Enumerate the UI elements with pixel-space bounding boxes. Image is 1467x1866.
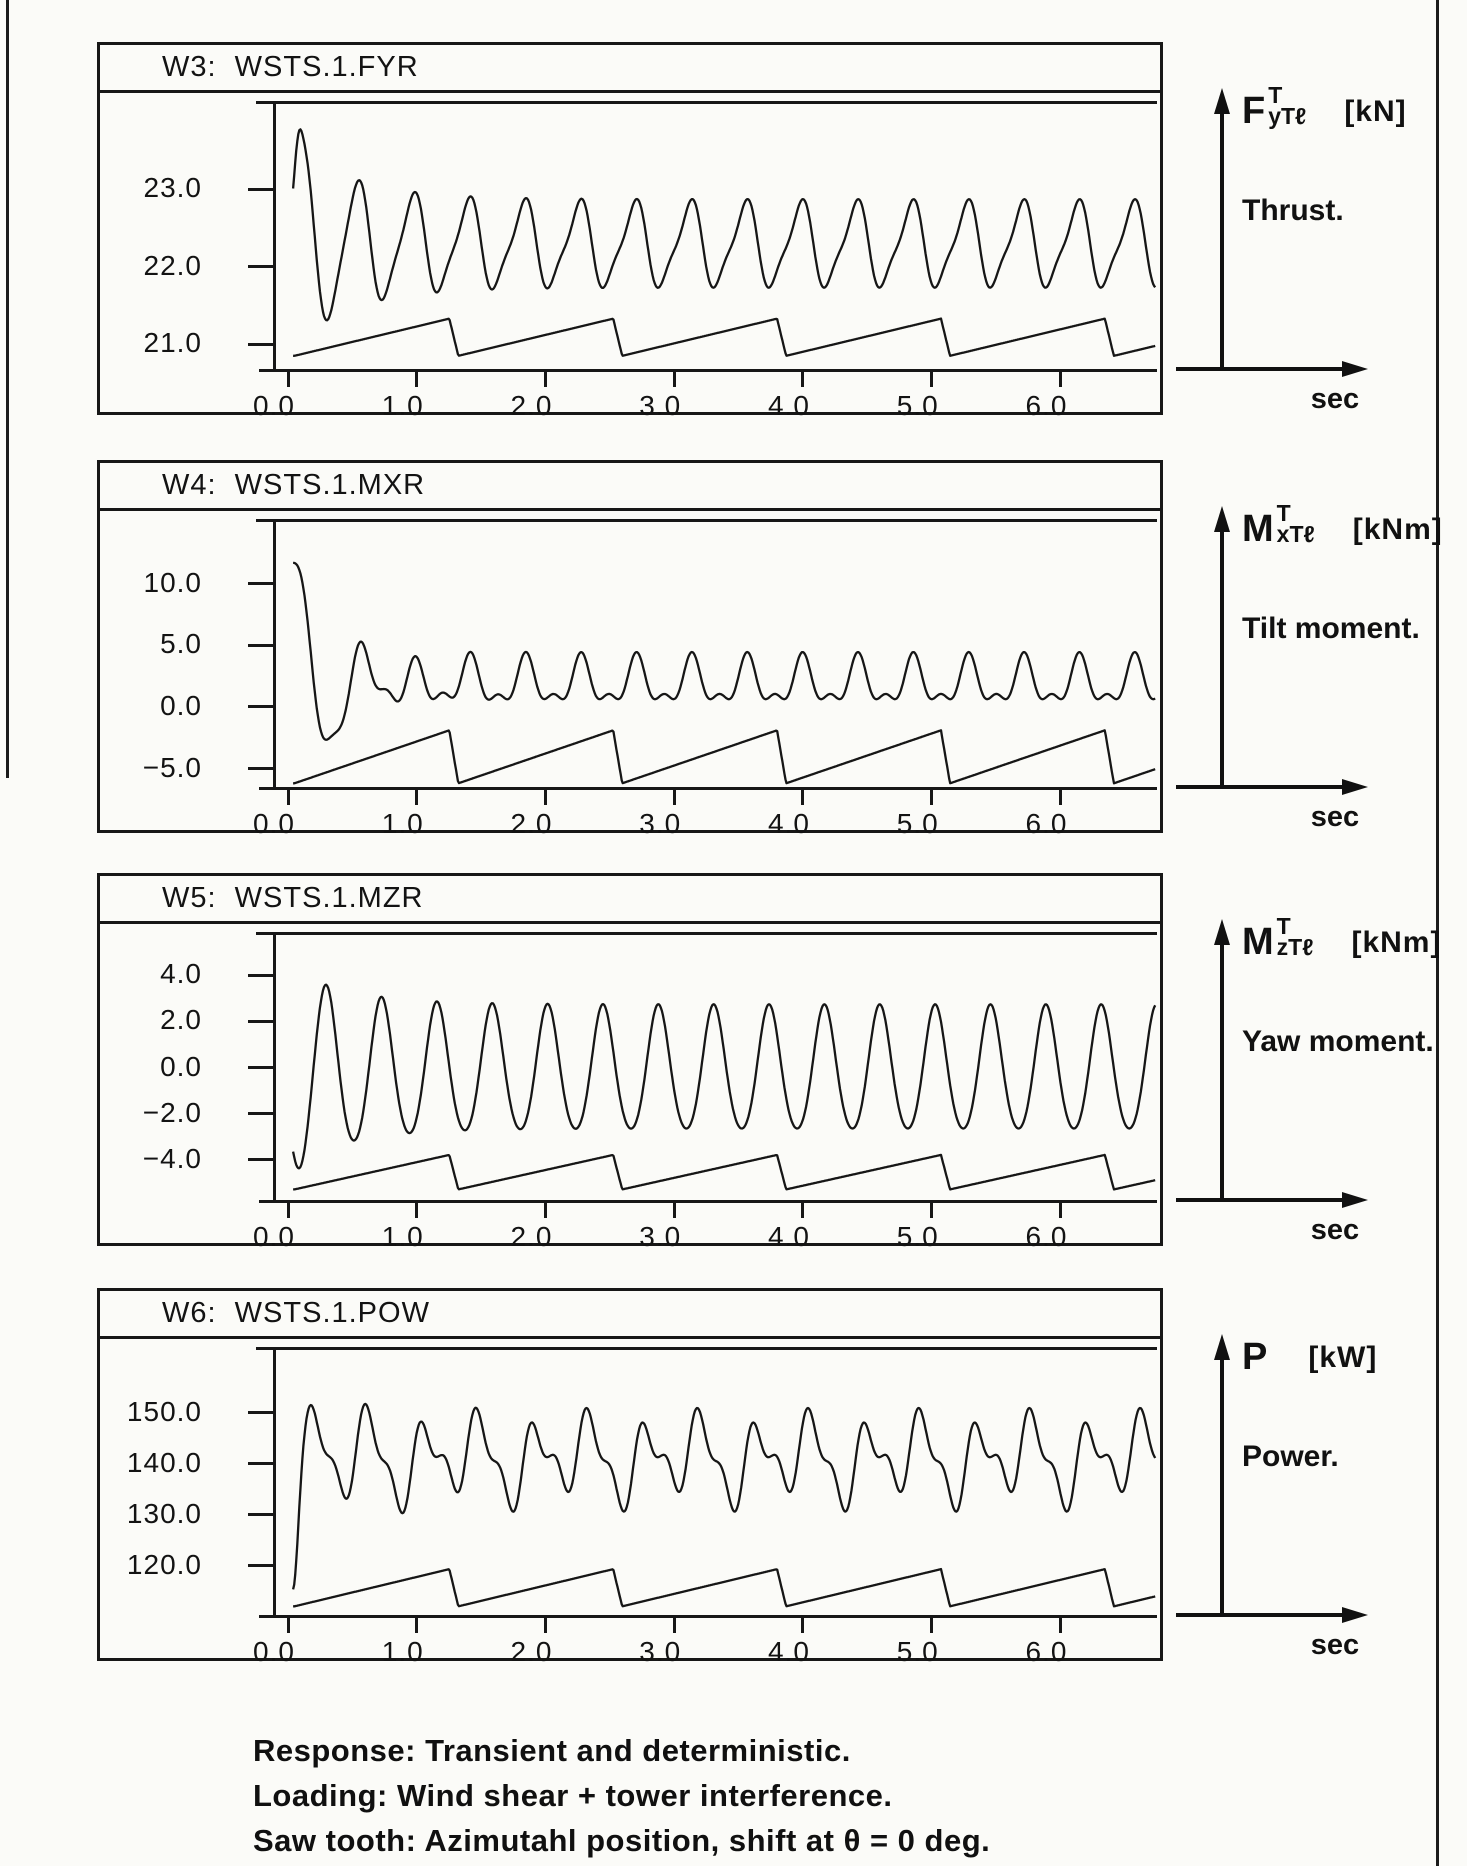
y-tick-label: 10.0 [143, 566, 202, 598]
yaw-moment-response-curve [293, 985, 1155, 1168]
x-tick [415, 1618, 418, 1633]
plot-w5 [142, 932, 1157, 1252]
panel-w6-titlebar [100, 1291, 1160, 1339]
x-tick-label: 5.0 [896, 1636, 939, 1667]
x-tick-label: 0.0 [253, 1636, 295, 1667]
x-tick-label: 3.0 [639, 1221, 682, 1252]
x-tick-label: 1.0 [381, 390, 424, 421]
panel-title: W4: WSTS.1.MXR [162, 469, 426, 501]
axis-symbol: M [1242, 921, 1274, 963]
right-axis-w4 [1170, 460, 1460, 840]
plot-w4 [142, 519, 1157, 839]
panel-title: W6: WSTS.1.POW [162, 1297, 430, 1329]
axis-symbol-sub: yTℓ [1268, 103, 1307, 130]
axis-description: Tilt moment. [1242, 612, 1420, 645]
panel-w4 [97, 460, 1163, 839]
y-tick-label: 21.0 [143, 327, 202, 359]
panel-title: W5: WSTS.1.MZR [162, 882, 424, 914]
x-tick [544, 790, 547, 805]
y-tick [248, 265, 273, 268]
figure-caption [253, 1728, 990, 1863]
x-tick-label: 1.0 [381, 1636, 424, 1667]
x-tick [1059, 1203, 1062, 1218]
up-arrow-icon [1214, 506, 1230, 532]
x-tick [930, 372, 933, 387]
tilt-moment-response-curve [293, 563, 1155, 740]
panel-w3 [97, 42, 1163, 421]
x-tick-label: 3.0 [639, 1636, 682, 1667]
x-tick [930, 1203, 933, 1218]
x-tick-label: 2.0 [510, 1221, 553, 1252]
axis-symbol-sup: T [1276, 500, 1291, 526]
x-tick-label: 6.0 [1025, 808, 1068, 839]
x-tick-label: 5.0 [896, 1221, 939, 1252]
x-tick-label: 6.0 [1025, 390, 1068, 421]
y-tick-label: 23.0 [143, 172, 202, 204]
sec-label: sec [1310, 1214, 1360, 1246]
axis-symbol: P [1242, 1336, 1268, 1378]
x-tick-label: 5.0 [896, 390, 939, 421]
thrust-response-curve [293, 129, 1155, 320]
x-tick [287, 372, 290, 387]
x-tick-label: 4.0 [767, 390, 810, 421]
x-tick-label: 0.0 [253, 390, 295, 421]
x-tick-label: 2.0 [510, 390, 553, 421]
plot-curves [276, 104, 1157, 369]
plot-w6 [126, 1347, 1157, 1667]
x-tick-label: 5.0 [896, 808, 939, 839]
x-tick [287, 1618, 290, 1633]
axis-symbol-sup: T [1276, 913, 1291, 939]
x-tick [544, 372, 547, 387]
azimuth-sawtooth-curve [293, 319, 1155, 356]
x-tick [287, 790, 290, 805]
right-axis-symbol [1242, 500, 1443, 550]
x-tick [801, 790, 804, 805]
sec-label: sec [1310, 383, 1360, 415]
axis-unit: [kNm] [1352, 513, 1443, 546]
x-tick [544, 1203, 547, 1218]
y-tick [248, 343, 273, 346]
azimuth-sawtooth-curve [293, 730, 1155, 783]
y-tick-label: 120.0 [126, 1548, 202, 1580]
x-tick-label: 6.0 [1025, 1221, 1068, 1252]
axis-symbol-sup: T [1268, 82, 1283, 108]
right-arrow-icon [1342, 779, 1368, 795]
axis-symbol: M [1242, 508, 1274, 550]
y-tick [248, 767, 273, 770]
page-border-left [6, 0, 9, 778]
panel-w5 [97, 873, 1163, 1252]
azimuth-sawtooth-curve [293, 1155, 1155, 1190]
y-tick-label: −5.0 [142, 751, 202, 783]
x-tick [801, 1618, 804, 1633]
x-tick [1059, 1618, 1062, 1633]
axis-description: Thrust. [1242, 194, 1344, 227]
caption-line: Loading: Wind shear + tower interference. [253, 1778, 893, 1813]
axis-unit: [kW] [1308, 1341, 1378, 1374]
y-tick [248, 1462, 273, 1465]
x-tick-label: 4.0 [767, 1636, 810, 1667]
x-tick-label: 6.0 [1025, 1636, 1068, 1667]
x-tick [415, 1203, 418, 1218]
x-tick-label: 3.0 [639, 808, 682, 839]
right-arrow-icon [1342, 361, 1368, 377]
y-tick-label: −4.0 [142, 1142, 202, 1174]
plot-curves [276, 935, 1157, 1200]
x-tick-label: 4.0 [767, 808, 810, 839]
y-tick [248, 1020, 273, 1023]
right-axis-w3 [1170, 42, 1460, 422]
x-tick-label: 4.0 [767, 1221, 810, 1252]
right-axis-w5 [1170, 873, 1460, 1253]
y-tick-label: −2.0 [142, 1096, 202, 1128]
up-arrow-icon [1214, 919, 1230, 945]
y-tick [248, 1411, 273, 1414]
y-tick-label: 0.0 [160, 689, 202, 721]
panel-w6 [97, 1288, 1163, 1667]
y-tick [248, 1564, 273, 1567]
x-tick [1059, 372, 1062, 387]
sec-label: sec [1310, 801, 1360, 833]
panel-w4-titlebar [100, 463, 1160, 511]
axis-description: Yaw moment. [1242, 1025, 1434, 1058]
up-arrow-icon [1214, 88, 1230, 114]
x-tick [673, 790, 676, 805]
up-arrow-icon [1214, 1334, 1230, 1360]
y-tick-label: 2.0 [160, 1004, 202, 1036]
x-tick-label: 1.0 [381, 1221, 424, 1252]
axis-symbol-sub: zTℓ [1276, 934, 1314, 961]
y-tick [248, 1513, 273, 1516]
axis-symbol: F [1242, 90, 1266, 132]
y-tick [248, 582, 273, 585]
x-tick [801, 1203, 804, 1218]
power-response-curve [293, 1404, 1155, 1590]
x-tick [544, 1618, 547, 1633]
x-tick [673, 1203, 676, 1218]
x-tick [930, 1618, 933, 1633]
y-tick [248, 188, 273, 191]
x-tick [287, 1203, 290, 1218]
x-tick-label: 0.0 [253, 808, 295, 839]
panel-w3-titlebar [100, 45, 1160, 93]
y-tick [248, 705, 273, 708]
y-tick-label: 5.0 [160, 628, 202, 660]
y-tick-label: 0.0 [160, 1050, 202, 1082]
y-tick-label: 140.0 [126, 1446, 202, 1478]
sec-label: sec [1310, 1629, 1360, 1661]
x-tick-label: 2.0 [510, 1636, 553, 1667]
right-arrow-icon [1342, 1192, 1368, 1208]
y-tick-label: 22.0 [143, 249, 202, 281]
x-tick [801, 372, 804, 387]
y-tick [248, 974, 273, 977]
x-tick [673, 372, 676, 387]
right-axis-symbol [1242, 1338, 1377, 1376]
panel-title: W3: WSTS.1.FYR [162, 51, 419, 83]
x-tick [415, 372, 418, 387]
plot-curves [276, 1350, 1157, 1615]
x-tick-label: 1.0 [381, 808, 424, 839]
y-tick [248, 1158, 273, 1161]
right-axis-w6 [1170, 1288, 1460, 1668]
x-tick-label: 3.0 [639, 390, 682, 421]
right-axis-symbol [1242, 82, 1407, 132]
axis-unit: [kN] [1344, 95, 1407, 128]
axis-unit: [kNm] [1351, 926, 1442, 959]
panel-w5-titlebar [100, 876, 1160, 924]
y-tick [248, 1066, 273, 1069]
y-tick-label: 4.0 [160, 958, 202, 990]
x-tick [415, 790, 418, 805]
plot-curves [276, 522, 1157, 787]
azimuth-sawtooth-curve [293, 1569, 1155, 1606]
plot-w3 [143, 101, 1157, 421]
caption-line: Response: Transient and deterministic. [253, 1733, 851, 1768]
right-arrow-icon [1342, 1607, 1368, 1623]
caption-line: Saw tooth: Azimutahl position, shift at θ = 0 deg. [253, 1823, 991, 1858]
x-tick [673, 1618, 676, 1633]
right-axis-symbol [1242, 913, 1442, 963]
x-tick-label: 0.0 [253, 1221, 295, 1252]
x-tick [1059, 790, 1062, 805]
axis-symbol-sub: xTℓ [1276, 521, 1315, 548]
y-tick [248, 1112, 273, 1115]
y-tick-label: 130.0 [126, 1497, 202, 1529]
x-tick [930, 790, 933, 805]
x-tick-label: 2.0 [510, 808, 553, 839]
y-tick [248, 644, 273, 647]
y-tick-label: 150.0 [126, 1395, 202, 1427]
axis-description: Power. [1242, 1440, 1339, 1473]
